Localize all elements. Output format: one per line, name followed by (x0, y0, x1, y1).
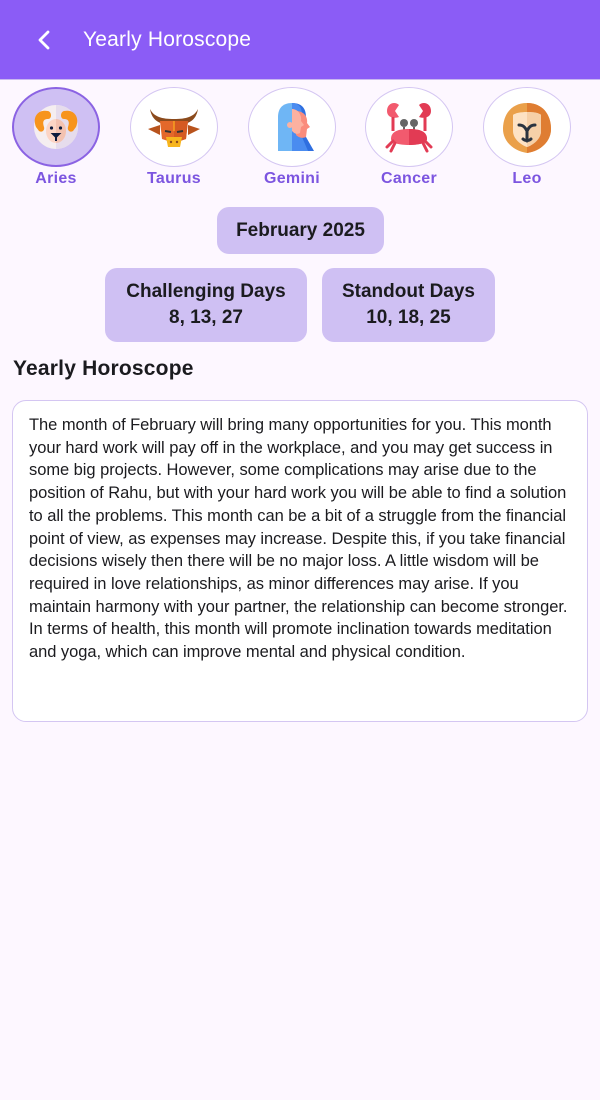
sign-label: Aries (35, 170, 77, 187)
challenging-days-values: 8, 13, 27 (169, 307, 243, 328)
section-title: Yearly Horoscope (13, 357, 194, 380)
standout-days-title: Standout Days (341, 281, 476, 302)
challenging-days-title: Challenging Days (126, 281, 286, 302)
sign-cancer[interactable] (364, 87, 454, 188)
sign-leo[interactable] (482, 87, 572, 188)
bull-icon (144, 97, 204, 157)
sign-label: Leo (512, 170, 542, 187)
ram-icon (26, 97, 86, 157)
chevron-left-icon (34, 29, 56, 51)
zodiac-sign-selector (0, 87, 600, 192)
sign-aries[interactable] (11, 87, 101, 188)
challenging-days-card (105, 268, 307, 342)
sign-label: Gemini (263, 170, 321, 187)
sign-cancer-circle (365, 87, 453, 167)
crab-icon (379, 97, 439, 157)
sign-gemini-circle (248, 87, 336, 167)
month-selector[interactable]: February 2025 (217, 207, 384, 254)
sign-aries-circle (12, 87, 100, 167)
back-button[interactable] (20, 15, 70, 65)
standout-days-card (322, 268, 495, 342)
sign-label: Cancer (380, 170, 438, 187)
app-bar (0, 0, 600, 80)
lion-icon (497, 97, 557, 157)
sign-taurus-circle (130, 87, 218, 167)
standout-days-values: 10, 18, 25 (366, 307, 451, 328)
sign-taurus[interactable] (129, 87, 219, 188)
twins-icon (262, 97, 322, 157)
horoscope-text-card (12, 400, 588, 722)
sign-gemini[interactable] (247, 87, 337, 188)
page-title: Yearly Horoscope (83, 27, 252, 51)
horoscope-body: The month of February will bring many opportunities for you. This month your hard work will pay off in the workplace, and you may get success in some big projects. However, some complications may arise due to the position of Rahu, but with your hard work you will be able to find a solution to all the problems. This month can be a bit of a struggle from the financial point of view, as expenses may increase. Despite this, if you take financial decisions wisely then there will be no major loss. A little wisdom will be required in love relationships, as minor differences may arise. If you maintain harmony with your partner, the relationship can become stronger. In terms of health, this month will promote inclination towards meditation and yoga, which can improve mental and physical condition. (29, 416, 568, 662)
sign-leo-circle (483, 87, 571, 167)
sign-label: Taurus (147, 170, 201, 187)
